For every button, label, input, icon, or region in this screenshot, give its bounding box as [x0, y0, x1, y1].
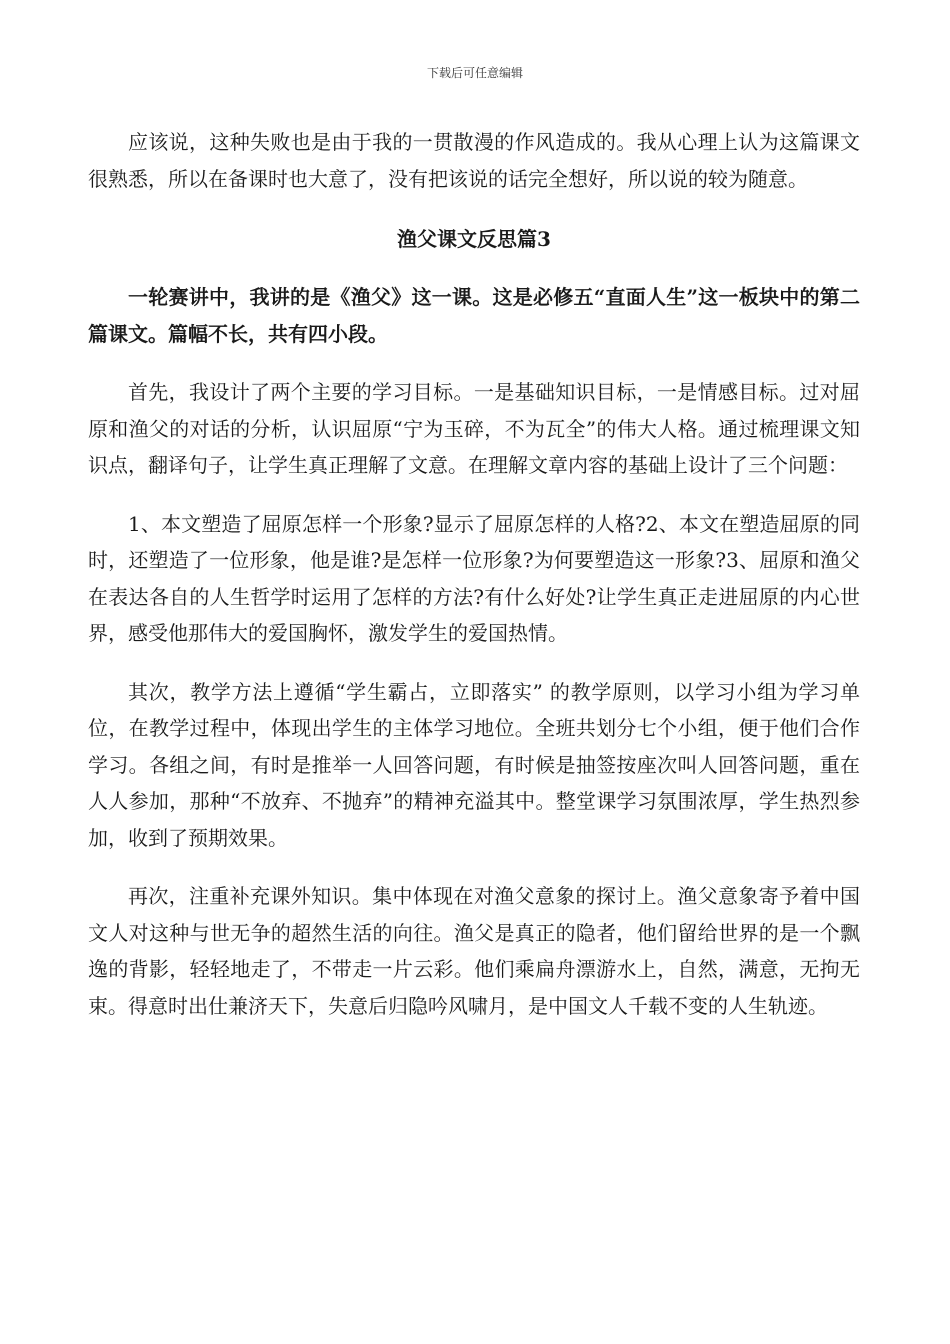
page-header: 下载后可任意编辑 [426, 66, 523, 80]
paragraph-knowledge: 再次，注重补充课外知识。集中体现在对渔父意象的探讨上。渔父意象寄予着中国文人对这种与世无争的超然生活的向往。渔父是真正的隐者，他们留给世界的是一个飘逸的背影，轻轻地走了，不带走一片云彩。他们乘扁舟漂游水上，自然，满意，无拘无束。得意时出仕兼济天下，失意后归隐吟风啸月，是中国文人千载不变的人生轨迹。 [88, 884, 860, 1018]
paragraph-questions: 1、本文塑造了屈原怎样一个形象?显示了屈原怎样的人格?2、本文在塑造屈原的同时，还塑造了一位形象，他是谁?是怎样一位形象?为何要塑造这一形象?3、屈原和渔父在表达各自的人生哲学时运用了怎样的方法?有什么好处?让学生真正走进屈原的内心世界，感受他那伟大的爱国胸怀，激发学生的爱国热情。 [88, 511, 860, 645]
section-title: 渔父课文反思篇3 [397, 227, 551, 251]
paragraph-methods: 其次，教学方法上遵循“学生霸占，立即落实” 的教学原则，以学习小组为学习单位，在教学过程中，体现出学生的主体学习地位。全班共划分七个小组，便于他们合作学习。各组之间，有时是推举一人回答问题，有时候是抽签按座次叫人回答问题，重在人人参加，那种“不放弃、不抛弃”的精神充溢其中。整堂课学习氛围浓厚，学生热烈参加，收到了预期效果。 [88, 679, 860, 850]
paragraph-1: 应该说，这种失败也是由于我的一贯散漫的作风造成的。我从心理上认为这篇课文很熟悉，所以在备课时也大意了，没有把该说的话完全想好，所以说的较为随意。 [88, 130, 860, 191]
paragraph-intro: 一轮赛讲中，我讲的是《渔父》这一课。这是必修五“直面人生”这一板块中的第二篇课文。篇幅不长，共有四小段。 [88, 285, 860, 346]
paragraph-goals: 首先，我设计了两个主要的学习目标。一是基础知识目标，一是情感目标。过对屈原和渔父的对话的分析，认识屈原“宁为玉碎，不为瓦全”的伟大人格。通过梳理课文知识点，翻译句子，让学生真正理解了文意。在理解文章内容的基础上设计了三个问题： [88, 380, 860, 477]
document-body [88, 124, 860, 1024]
